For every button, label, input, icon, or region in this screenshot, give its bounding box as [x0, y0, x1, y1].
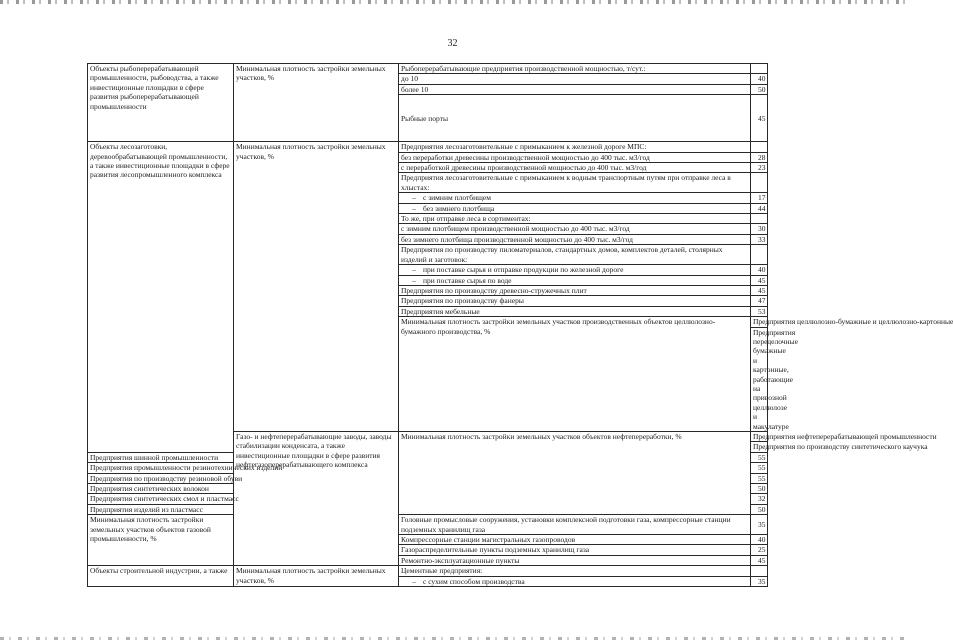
page-number: 32	[447, 38, 458, 49]
row-label: Предприятия шинной промышленности	[88, 452, 234, 462]
row-label: Головные промысловые сооружения, установки комплексной подготовки газа, компрессорные станции подземных хранилищ газа	[399, 515, 751, 535]
row-label: Предприятия промышленности резинотехнических изделий	[88, 463, 234, 473]
row-label: Предприятия синтетических волокон	[88, 484, 234, 494]
dash-marker: –	[412, 203, 416, 213]
row-label: Предприятия изделий из пластмасс	[88, 504, 234, 514]
row-value: 40	[751, 265, 768, 275]
indicator-cell: Минимальная плотность застройки земельных участков объектов газовой промышленности, %	[88, 515, 234, 566]
row-label: То же, при отправке леса в сортиментах:	[399, 214, 751, 224]
table-row	[88, 142, 768, 152]
object-cell: Объекты строительной индустрии, а также	[88, 566, 234, 587]
row-label: Предприятия лесозаготовительные с примыканием к водным транспортным путям при отправке леса в хлыстах:	[399, 173, 751, 193]
row-label: Предприятия синтетических смол и пластмасс	[88, 494, 234, 504]
row-label: – при поставке сырья по воде	[399, 275, 751, 285]
row-label: до 10	[399, 74, 751, 84]
indicator-cell: Минимальная плотность застройки земельных участков, %	[234, 566, 399, 587]
row-value	[751, 173, 768, 193]
row-label: Предприятия переделочные бумажные и картонные, работающие на привозной целлюлозе и макулатуре	[751, 327, 768, 431]
row-value: 45	[751, 285, 768, 295]
dash-marker: –	[412, 265, 416, 275]
density-table	[87, 63, 953, 587]
row-value: 32	[751, 494, 768, 504]
row-value: 45	[751, 555, 768, 565]
indicator-cell: Минимальная плотность застройки земельных участков, %	[234, 64, 399, 142]
object-cell: Газо- и нефтеперерабатывающие заводы, заводы стабилизации конденсата, а также инвестиционные площадки в сфере развития нефтегазоперерабатывающего комплекса	[234, 432, 399, 566]
row-value: 30	[751, 224, 768, 234]
row-value: 17	[751, 193, 768, 203]
table-row	[88, 566, 768, 576]
row-label: Предприятия по производству синтетического каучука	[751, 442, 768, 452]
row-label: Газораспределительные пункты подземных хранилищ газа	[399, 545, 751, 555]
row-value: 55	[751, 463, 768, 473]
row-value: 28	[751, 152, 768, 162]
row-label: более 10	[399, 84, 751, 94]
indicator-cell: Минимальная плотность застройки земельных участков объектов нефтепереработки, %	[399, 432, 751, 515]
row-label: Рыбные порты	[399, 95, 751, 142]
row-label: Предприятия целлюлозно-бумажные и целлюлозно-картонные	[751, 317, 768, 327]
row-label: Предприятия мебельные	[399, 306, 751, 316]
row-label: Цементные предприятия:	[399, 566, 751, 576]
row-label: – при поставке сырья и отправке продукции по железной дороге	[399, 265, 751, 275]
row-value: 40	[751, 535, 768, 545]
row-label: с зимним плотбищем производственной мощностью до 400 тыс. м3/год	[399, 224, 751, 234]
row-value	[751, 566, 768, 576]
scan-edge-top	[0, 0, 905, 4]
indicator-cell: Минимальная плотность застройки земельных участков производственных объектов целлюлозно-бумажного производства, %	[399, 317, 751, 432]
row-value: 45	[751, 95, 768, 142]
row-label: Предприятия по производству пиломатериалов, стандартных домов, комплектов деталей, столярных изделий и заготовок:	[399, 245, 751, 265]
row-label: Предприятия по производству резиновой обуви	[88, 473, 234, 483]
row-value	[751, 214, 768, 224]
row-value: 50	[751, 484, 768, 494]
row-label: – с зимним плотбищем	[399, 193, 751, 203]
row-value: 35	[751, 515, 768, 535]
row-value	[751, 142, 768, 152]
row-value: 50	[751, 504, 768, 514]
row-value: 33	[751, 234, 768, 244]
row-label: Ремонтно-эксплуатационные пункты	[399, 555, 751, 565]
table-row	[88, 64, 768, 74]
row-label: – с сухим способом производства	[399, 576, 751, 586]
dash-marker: –	[412, 275, 416, 285]
indicator-cell: Минимальная плотность застройки земельных участков, %	[234, 142, 399, 432]
object-cell: Объекты лесозаготовки, деревообрабатывающей промышленности, а также инвестиционные площадки в сфере развития лесопромышленного комплекса	[88, 142, 234, 453]
object-cell: Объекты рыбоперерабатывающей промышленности, рыбоводства, а также инвестиционные площадки в сфере развития рыбоперерабатывающей промышленности	[88, 64, 234, 142]
row-value: 23	[751, 163, 768, 173]
row-label: Предприятия лесозаготовительные с примыканием к железной дороге МПС:	[399, 142, 751, 152]
table-row	[88, 515, 768, 535]
row-value: 50	[751, 84, 768, 94]
dash-marker: –	[412, 193, 416, 203]
row-value: 25	[751, 545, 768, 555]
row-value	[751, 64, 768, 74]
row-value: 40	[751, 74, 768, 84]
row-value: 47	[751, 296, 768, 306]
row-label: без переработки древесины производственной мощностью до 400 тыс. м3/год	[399, 152, 751, 162]
row-label: Предприятия по производству древесно-стружечных плит	[399, 285, 751, 295]
row-value: 55	[751, 452, 768, 462]
row-label: Предприятия по производству фанеры	[399, 296, 751, 306]
dash-marker: –	[412, 576, 416, 586]
row-label: Предприятия нефтеперерабатывающей промышленности	[751, 432, 768, 442]
row-value: 35	[751, 576, 768, 586]
row-value: 53	[751, 306, 768, 316]
row-label: Компрессорные станции магистральных газопроводов	[399, 535, 751, 545]
row-label: Рыбоперерабатывающие предприятия производственной мощностью, т/сут.:	[399, 64, 751, 74]
row-value: 44	[751, 203, 768, 213]
row-label: с переработкой древесины производственной мощностью до 400 тыс. м3/год	[399, 163, 751, 173]
row-value	[751, 245, 768, 265]
row-label: – без зимнего плотбища	[399, 203, 751, 213]
row-label: без зимнего плотбища производственной мощностью до 400 тыс. м3/год	[399, 234, 751, 244]
row-value: 55	[751, 473, 768, 483]
row-value: 45	[751, 275, 768, 285]
